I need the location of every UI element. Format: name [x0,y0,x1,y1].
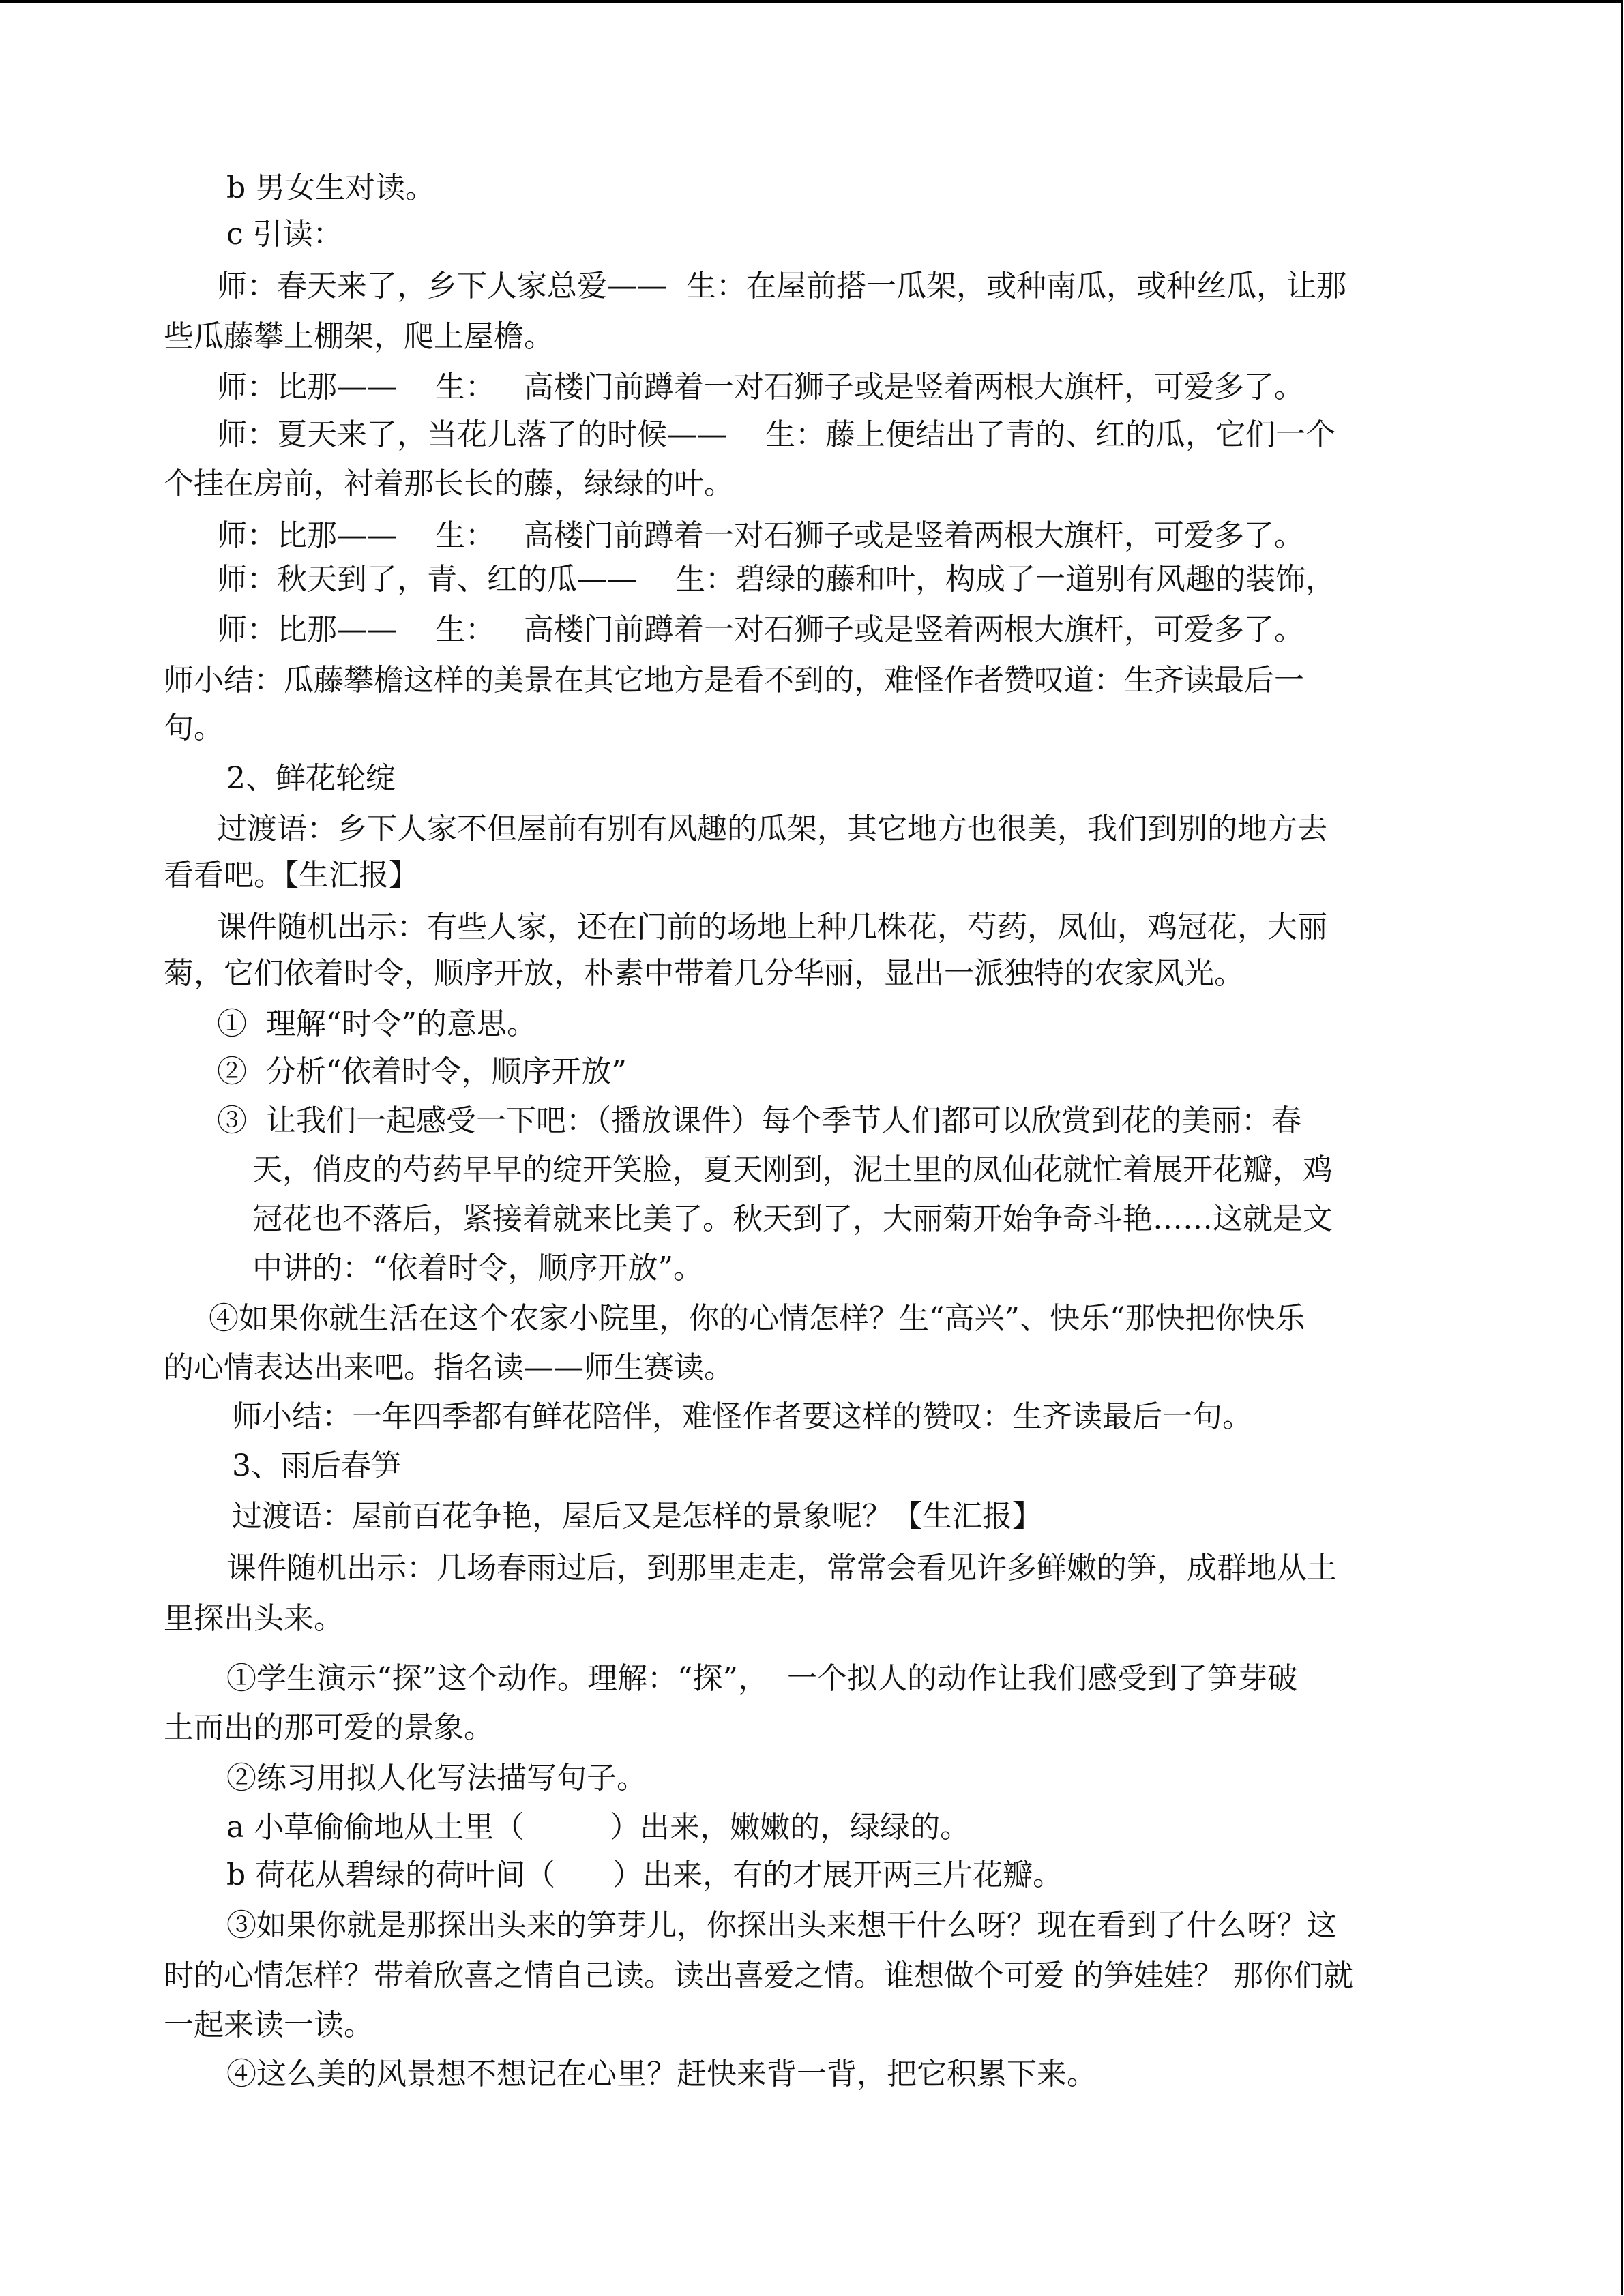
text-line: 过渡语：乡下人家不但屋前有别有风趣的瓜架，其它地方也很美，我们到别的地方去 [217,811,1327,846]
text-line: 师：比那—— 生： 高楼门前蹲着一对石狮子或是竖着两根大旗杆，可爱多了。 [217,370,1304,404]
text-line: ④如果你就生活在这个农家小院里，你的心情怎样？生“高兴”、快乐“那快把你快乐 [209,1301,1305,1336]
list-item: ① 理解“时令”的意思。 [217,1007,537,1041]
text-line: 看看吧。【生汇报】 [164,858,419,893]
text-line: 师：秋天到了，青、红的瓜—— 生：碧绿的藤和叶，构成了一道别有风趣的装饰， [217,562,1335,597]
text-line: 时的心情怎样？带着欣喜之情自己读。读出喜爱之情。谁想做个可爱 的笋娃娃？ 那你们就 [164,1958,1353,1993]
text-line: 冠花也不落后，紧接着就来比美了。秋天到了，大丽菊开始争奇斗艳……这就是文 [252,1202,1333,1236]
text-line: 一起来读一读。 [164,2008,374,2042]
text-line: 师小结：瓜藤攀檐这样的美景在其它地方是看不到的，难怪作者赞叹道：生齐读最后一 [164,663,1304,698]
text-line: c 引读： [226,217,343,252]
section-heading: 2、鲜花轮绽 [226,761,396,796]
text-line: 课件随机出示：几场春雨过后，到那里走走，常常会看见许多鲜嫩的笋，成群地从土 [226,1551,1337,1585]
text-line: b 男女生对读。 [226,170,436,205]
text-line: 里探出头来。 [164,1601,344,1636]
section-heading: 3、雨后春笋 [232,1448,401,1483]
text-line: 中讲的：“依着时令，顺序开放”。 [252,1251,703,1285]
text-line: 师小结：一年四季都有鲜花陪伴，难怪作者要这样的赞叹：生齐读最后一句。 [232,1399,1252,1434]
text-line: 师：夏天来了，当花儿落了的时候—— 生：藤上便结出了青的、红的瓜，它们一个 [217,417,1335,452]
text-line: 过渡语：屋前百花争艳，屋后又是怎样的景象呢？【生汇报】 [232,1499,1042,1534]
list-item: ② 分析“依着时令，顺序开放” [217,1054,627,1089]
text-line: 的心情表达出来吧。指名读——师生赛读。 [164,1350,734,1385]
text-line: ③如果你就是那探出头来的笋芽儿，你探出头来想干什么呀？现在看到了什么呀？这 [226,1908,1337,1943]
text-line: ④这么美的风景想不想记在心里？赶快来背一背，把它积累下来。 [226,2057,1097,2091]
text-line: 土而出的那可爱的景象。 [164,1710,494,1745]
text-line: b 荷花从碧绿的荷叶间（ ）出来，有的才展开两三片花瓣。 [226,1858,1063,1892]
text-line: a 小草偷偷地从土里（ ）出来，嫩嫩的，绿绿的。 [226,1810,971,1845]
text-line: 些瓜藤攀上棚架，爬上屋檐。 [164,319,554,354]
text-line: 师：比那—— 生： 高楼门前蹲着一对石狮子或是竖着两根大旗杆，可爱多了。 [217,518,1304,553]
text-line: ①学生演示“探”这个动作。理解：“探”， 一个拟人的动作让我们感受到了笋芽破 [226,1661,1297,1696]
text-line: 课件随机出示：有些人家，还在门前的场地上种几株花，芍药，凤仙，鸡冠花，大丽 [217,910,1327,944]
text-line: 个挂在房前，衬着那长长的藤，绿绿的叶。 [164,466,734,501]
text-line: 天，俏皮的芍药早早的绽开笑脸，夏天刚到，泥土里的凤仙花就忙着展开花瓣，鸡 [252,1152,1333,1187]
text-line: ②练习用拟人化写法描写句子。 [226,1761,647,1795]
text-line: 句。 [164,711,224,745]
text-line: 师：比那—— 生： 高楼门前蹲着一对石狮子或是竖着两根大旗杆，可爱多了。 [217,612,1304,647]
text-line: 菊，它们依着时令，顺序开放，朴素中带着几分华丽，显出一派独特的农家风光。 [164,956,1244,991]
list-item: ③ 让我们一起感受一下吧：（播放课件）每个季节人们都可以欣赏到花的美丽：春 [217,1103,1301,1138]
text-line: 师：春天来了，乡下人家总爱—— 生：在屋前搭一瓜架，或种南瓜，或种丝瓜，让那 [217,269,1346,303]
